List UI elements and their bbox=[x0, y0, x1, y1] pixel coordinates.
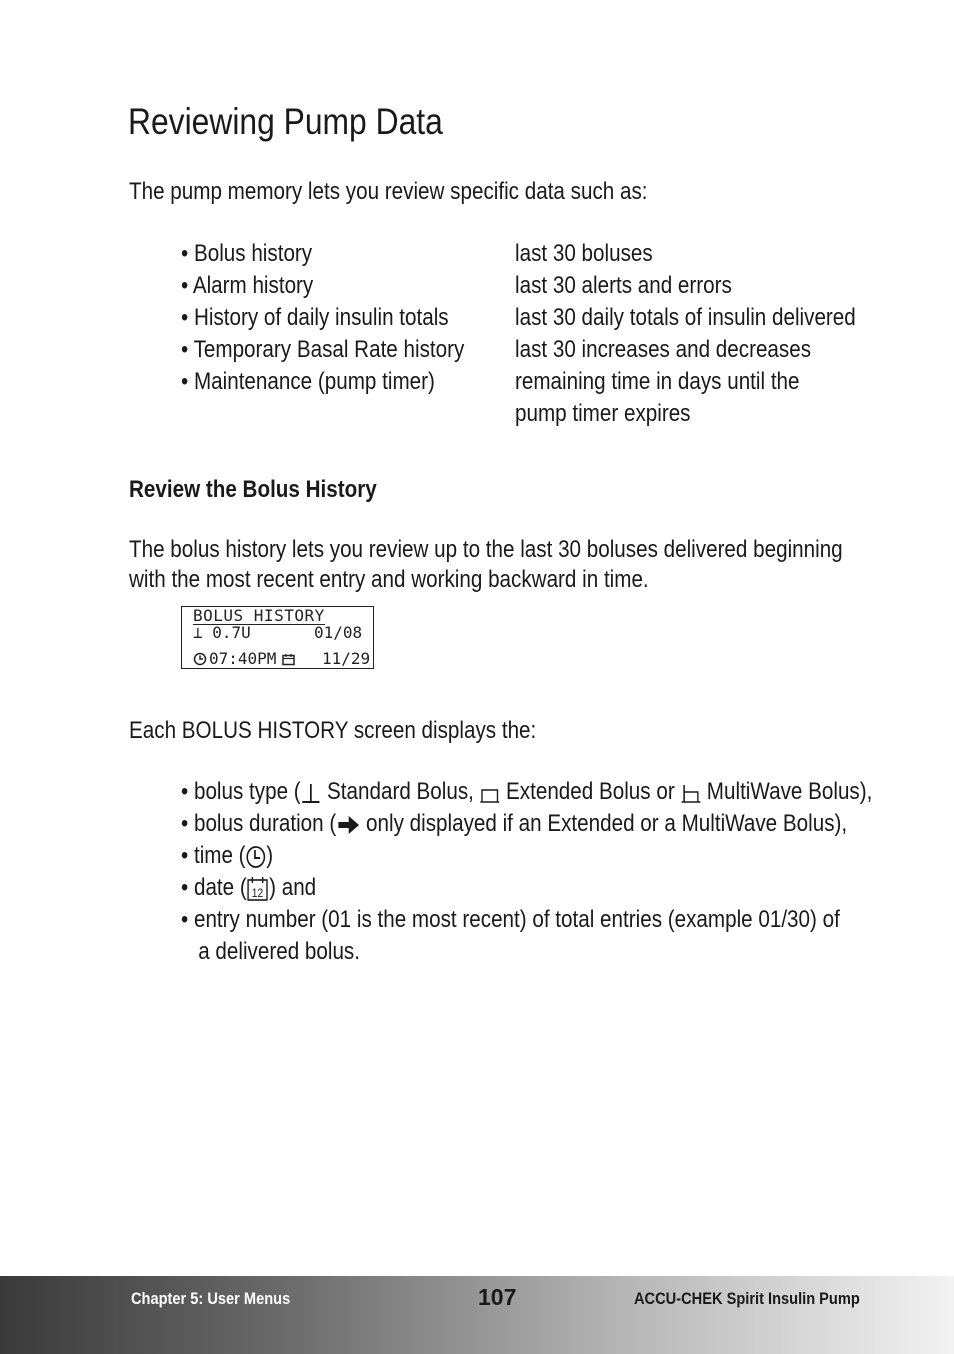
clock-icon bbox=[246, 845, 267, 869]
paragraph-line: with the most recent entry and working backward in time. bbox=[129, 566, 649, 593]
displays-list bbox=[181, 776, 872, 968]
calendar-icon bbox=[247, 876, 269, 902]
list-item-text: • date ( bbox=[181, 874, 247, 901]
page-number: 107 bbox=[478, 1284, 517, 1310]
list-value: last 30 increases and decreases bbox=[515, 336, 812, 363]
list-item-text: ) bbox=[266, 842, 274, 869]
list-item: a delivered bolus. bbox=[181, 938, 360, 965]
displays-intro: Each BOLUS HISTORY screen displays the: bbox=[129, 717, 537, 744]
memory-list-values bbox=[515, 238, 856, 430]
list-item-text: only displayed if an Extended or a MultiWave Bolus), bbox=[360, 810, 848, 837]
list-item: • History of daily insulin totals bbox=[181, 304, 449, 331]
multiwave-bolus-icon bbox=[680, 782, 701, 804]
lcd-time: 07:40PM bbox=[209, 649, 277, 668]
lcd-bolus-amount: ⊥ 0.7U bbox=[193, 623, 251, 642]
list-item: • Bolus history bbox=[181, 240, 313, 267]
list-value: last 30 alerts and errors bbox=[515, 272, 732, 299]
list-item bbox=[181, 840, 872, 872]
list-item bbox=[181, 872, 872, 904]
list-item-text: MultiWave Bolus), bbox=[701, 778, 873, 805]
extended-bolus-icon bbox=[480, 782, 501, 804]
intro-text: The pump memory lets you review specific data such as: bbox=[129, 178, 648, 205]
list-item: • Temporary Basal Rate history bbox=[181, 336, 465, 363]
lcd-time-row bbox=[193, 651, 295, 667]
section-paragraph bbox=[129, 535, 843, 595]
list-value: last 30 daily totals of insulin delivered bbox=[515, 304, 856, 331]
list-item-text: ) and bbox=[269, 874, 317, 901]
lcd-date: 11/29 bbox=[322, 649, 371, 668]
calendar-icon bbox=[282, 653, 295, 666]
memory-list-labels bbox=[181, 238, 464, 398]
list-item-text: • time ( bbox=[181, 842, 246, 869]
list-value: remaining time in days until the bbox=[515, 368, 800, 395]
list-item: • entry number (01 is the most recent) of total entries (example 01/30) of bbox=[181, 906, 840, 933]
standard-bolus-icon bbox=[301, 782, 322, 804]
list-value: last 30 boluses bbox=[515, 240, 653, 267]
page-footer bbox=[0, 1276, 954, 1354]
footer-chapter: Chapter 5: User Menus bbox=[131, 1289, 291, 1308]
list-item: • Alarm history bbox=[181, 272, 314, 299]
list-item-text: Extended Bolus or bbox=[500, 778, 681, 805]
list-item bbox=[181, 808, 872, 840]
lcd-title: BOLUS HISTORY bbox=[193, 606, 325, 625]
section-heading: Review the Bolus History bbox=[129, 476, 377, 503]
list-item-text: • bolus type ( bbox=[181, 778, 301, 805]
page-title: Reviewing Pump Data bbox=[128, 101, 443, 142]
svg-text:12: 12 bbox=[252, 887, 264, 900]
arrow-right-icon bbox=[336, 814, 360, 836]
paragraph-line: The bolus history lets you review up to the last 30 boluses delivered beginning bbox=[129, 536, 843, 563]
clock-icon bbox=[193, 652, 207, 666]
lcd-entry-number: 01/08 bbox=[314, 623, 363, 642]
list-item-text: • bolus duration ( bbox=[181, 810, 337, 837]
lcd-screen bbox=[181, 606, 374, 669]
footer-product: ACCU-CHEK Spirit Insulin Pump bbox=[634, 1289, 860, 1308]
list-item-text: Standard Bolus, bbox=[321, 778, 480, 805]
list-value: pump timer expires bbox=[515, 400, 691, 427]
list-item: • Maintenance (pump timer) bbox=[181, 368, 435, 395]
list-item bbox=[181, 776, 872, 808]
